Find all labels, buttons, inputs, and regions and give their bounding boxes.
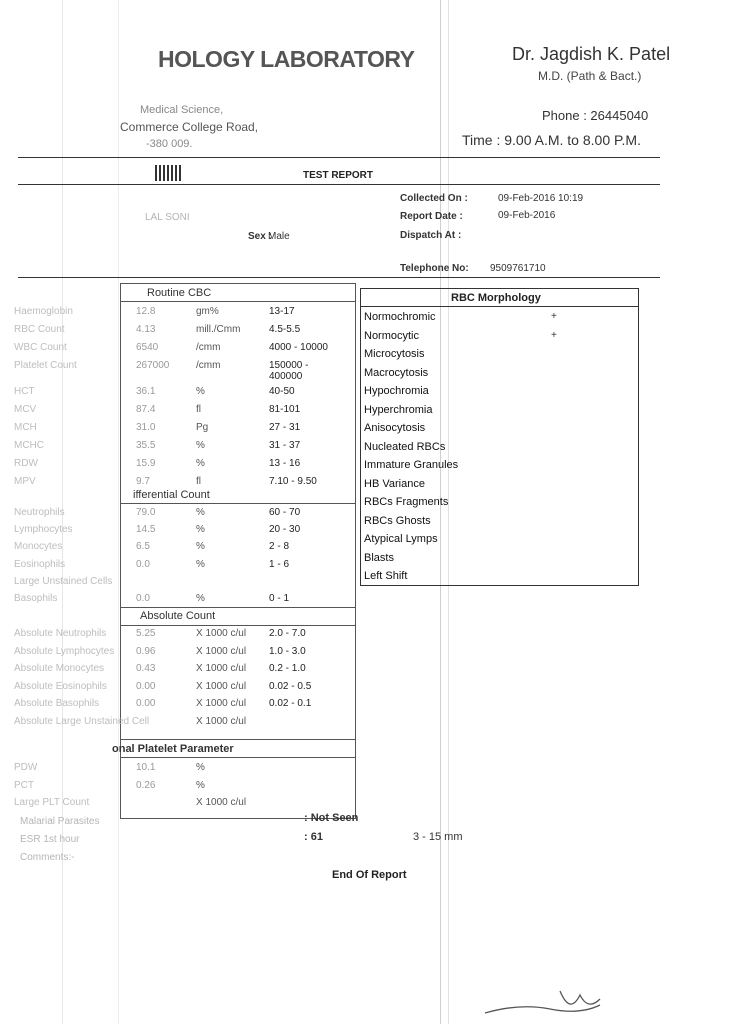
result-name: PCT — [14, 779, 34, 791]
doctor-name: Dr. Jagdish K. Patel — [512, 44, 671, 64]
result-value: 0.43 — [136, 663, 156, 675]
result-name: RDW — [14, 458, 38, 469]
result-name: Absolute Basophils — [14, 698, 100, 710]
rbc-morphology-item: Blasts — [364, 551, 394, 564]
lab-address-line2: Commerce College Road, — [120, 120, 259, 134]
dispatch-label: Dispatch At : — [400, 230, 462, 241]
section-routine-cbc: Routine CBC — [147, 287, 212, 299]
result-value: 5.25 — [136, 628, 156, 639]
result-name: Monocytes — [14, 541, 63, 553]
result-value: 87.4 — [136, 404, 156, 415]
report-date-label: Report Date : — [400, 211, 463, 222]
rbc-morphology-item: Normocytic — [364, 329, 420, 342]
result-value: 31.0 — [136, 422, 156, 433]
result-name: Large PLT Count — [14, 797, 90, 808]
reference-range: 4000 - 10000 — [269, 342, 328, 353]
absolute-top-rule — [120, 607, 355, 608]
timing: Time : 9.00 A.M. to 8.00 P.M. — [462, 132, 641, 148]
reference-range: 1.0 - 3.0 — [269, 645, 306, 657]
result-value: 79.0 — [136, 507, 156, 518]
rbc-morphology-item: Anisocytosis — [364, 422, 426, 434]
reference-range-cont: 400000 — [269, 371, 303, 382]
result-unit: % — [196, 458, 205, 469]
result-unit: gm% — [196, 306, 219, 317]
reference-range: 81-101 — [269, 404, 301, 415]
result-value: 12.8 — [136, 306, 156, 317]
reference-range: 0.2 - 1.0 — [269, 663, 306, 675]
barcode — [155, 165, 181, 181]
result-unit: % — [196, 779, 205, 791]
result-unit: % — [196, 386, 205, 397]
reference-range: 0.02 - 0.1 — [269, 698, 312, 710]
result-name: Basophils — [14, 593, 58, 604]
result-value: 15.9 — [136, 458, 156, 469]
reference-range: 7.10 - 9.50 — [269, 476, 317, 487]
rbc-morphology-item: Microcytosis — [364, 348, 425, 360]
signature-mark — [480, 985, 640, 1021]
platelet-rule — [120, 757, 355, 758]
comments-label: Comments:- — [20, 852, 75, 863]
section-differential: ifferential Count — [133, 489, 210, 501]
lab-address-line1: Medical Science, — [140, 104, 224, 116]
reference-range: 2 - 8 — [269, 541, 290, 553]
result-unit: % — [196, 507, 205, 518]
result-unit: % — [196, 541, 205, 553]
collected-value: 09-Feb-2016 10:19 — [498, 193, 584, 204]
result-unit: /cmm — [196, 360, 221, 371]
reference-range: 1 - 6 — [269, 558, 290, 570]
result-name: RBC Count — [14, 324, 65, 335]
telephone-value: 9509761710 — [490, 263, 546, 274]
result-value: 0.0 — [136, 558, 150, 570]
lab-name: HOLOGY LABORATORY — [158, 46, 415, 72]
result-name: Platelet Count — [14, 360, 77, 371]
result-unit: mill./Cmm — [196, 324, 241, 335]
rbc-morphology-item: Hyperchromia — [364, 403, 433, 416]
result-unit: % — [196, 524, 205, 536]
malarial-label: Malarial Parasites — [20, 816, 100, 827]
result-unit: fl — [196, 476, 201, 487]
result-unit: X 1000 c/ul — [196, 645, 247, 657]
result-unit: % — [196, 593, 205, 604]
reference-range: 150000 - — [269, 360, 309, 371]
rbc-morphology-item: Normochromic — [364, 311, 436, 323]
result-name: HCT — [14, 386, 35, 397]
result-name: WBC Count — [14, 342, 67, 353]
reference-range: 60 - 70 — [269, 507, 301, 518]
reference-range: 31 - 37 — [269, 440, 301, 451]
rbc-morphology-item: HB Variance — [364, 477, 425, 490]
result-value: 14.5 — [136, 524, 156, 536]
esr-label: ESR 1st hour — [20, 834, 80, 845]
header-rule — [18, 157, 660, 158]
rbc-morphology-item: RBCs Fragments — [364, 496, 449, 508]
routine-rule — [120, 301, 355, 302]
lab-address-line3: -380 009. — [146, 138, 193, 150]
rbc-morphology-item: RBCs Ghosts — [364, 514, 431, 527]
result-unit: X 1000 c/ul — [196, 716, 247, 727]
reference-range: 13-17 — [269, 306, 295, 317]
reference-range: 20 - 30 — [269, 524, 301, 536]
result-value: 0.00 — [136, 698, 156, 710]
rbc-morphology-item: Nucleated RBCs — [364, 440, 446, 453]
phone: Phone : 26445040 — [542, 108, 649, 123]
differential-rule — [120, 503, 355, 504]
report-date-value: 09-Feb-2016 — [498, 210, 556, 221]
result-value: 10.1 — [136, 762, 156, 773]
result-unit: % — [196, 440, 205, 451]
result-name: Absolute Monocytes — [14, 663, 105, 675]
result-unit: X 1000 c/ul — [196, 628, 247, 639]
result-value: 35.5 — [136, 440, 156, 451]
result-name: Absolute Neutrophils — [14, 628, 107, 639]
result-unit: X 1000 c/ul — [196, 698, 247, 710]
result-value: 267000 — [136, 360, 170, 371]
malarial-value: : Not Seen — [304, 812, 359, 824]
section-absolute: Absolute Count — [140, 610, 216, 622]
result-name: Haemoglobin — [14, 306, 73, 317]
reference-range: 40-50 — [269, 386, 295, 397]
section-platelet: onal Platelet Parameter — [112, 743, 234, 755]
result-value: 6.5 — [136, 541, 150, 553]
platelet-top-rule — [120, 739, 355, 740]
result-name: MCH — [14, 422, 37, 433]
result-unit: X 1000 c/ul — [196, 680, 247, 692]
result-name: Lymphocytes — [14, 524, 73, 536]
result-value: 9.7 — [136, 476, 150, 487]
collected-label: Collected On : — [400, 193, 468, 204]
result-value: 0.96 — [136, 645, 156, 657]
rbc-morphology-title: RBC Morphology — [451, 292, 541, 304]
esr-reference: 3 - 15 mm — [413, 831, 463, 843]
result-unit: % — [196, 762, 205, 773]
result-name: Absolute Lymphocytes — [14, 645, 115, 657]
result-name: MPV — [14, 476, 36, 487]
reference-range: 2.0 - 7.0 — [269, 628, 306, 639]
reference-range: 0.02 - 0.5 — [269, 680, 312, 692]
result-name: MCHC — [14, 440, 44, 451]
result-value: 0.00 — [136, 680, 156, 692]
result-name: Eosinophils — [14, 558, 66, 570]
result-value: 36.1 — [136, 386, 156, 397]
rbc-morphology-item: Hypochromia — [364, 385, 429, 397]
report-title: TEST REPORT — [303, 170, 374, 181]
result-name: Absolute Large Unstained Cell — [14, 716, 150, 727]
sex-value: Male — [268, 231, 290, 242]
rbc-morphology-item: Macrocytosis — [364, 366, 429, 379]
result-name: MCV — [14, 404, 37, 415]
reference-range: 13 - 16 — [269, 458, 301, 469]
result-unit: X 1000 c/ul — [196, 797, 247, 808]
result-value: 6540 — [136, 342, 159, 353]
end-of-report: End Of Report — [332, 869, 407, 881]
result-unit: fl — [196, 404, 201, 415]
result-value: 0.0 — [136, 593, 150, 604]
telephone-label: Telephone No: — [400, 263, 469, 274]
rbc-morphology-item: Left Shift — [364, 570, 408, 582]
rbc-morphology-item: Atypical Lymps — [364, 533, 438, 545]
patient-rule — [18, 277, 660, 278]
result-name: Large Unstained Cells — [14, 575, 113, 587]
doctor-degree: M.D. (Path & Bact.) — [538, 69, 642, 83]
result-unit: X 1000 c/ul — [196, 663, 247, 675]
rbc-positive-mark: + — [551, 329, 557, 341]
result-unit: Pg — [196, 422, 209, 433]
result-value: 4.13 — [136, 324, 156, 335]
reference-range: 0 - 1 — [269, 593, 290, 604]
result-unit: % — [196, 558, 205, 570]
rbc-positive-mark: + — [551, 311, 557, 322]
result-name: PDW — [14, 762, 38, 773]
result-name: Neutrophils — [14, 507, 65, 518]
title-rule — [18, 184, 660, 185]
result-unit: /cmm — [196, 342, 221, 353]
result-value: 0.26 — [136, 779, 156, 791]
esr-value: : 61 — [304, 831, 323, 843]
reference-range: 4.5-5.5 — [269, 324, 301, 335]
patient-name: LAL SONI — [145, 212, 190, 223]
result-name: Absolute Eosinophils — [14, 680, 107, 692]
rbc-title-rule — [360, 306, 638, 307]
reference-range: 27 - 31 — [269, 422, 301, 433]
absolute-rule — [120, 625, 355, 626]
rbc-morphology-item: Immature Granules — [364, 459, 459, 471]
sex-label: Sex : — [248, 231, 272, 242]
